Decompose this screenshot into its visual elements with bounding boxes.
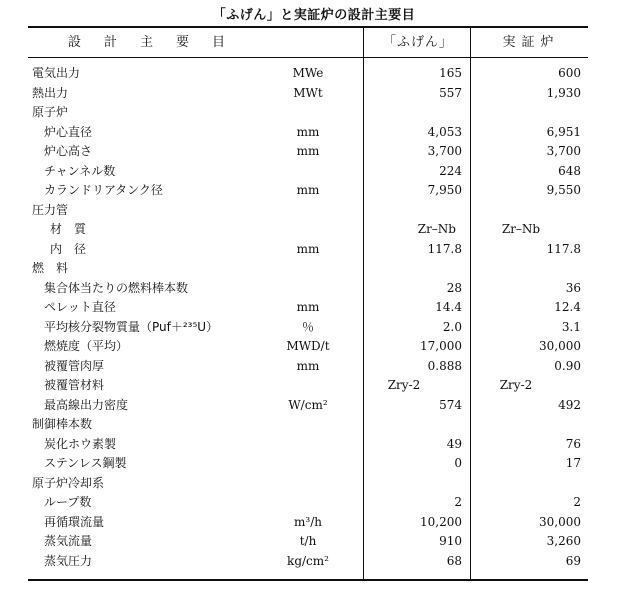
row-value-jissho: 69 — [565, 553, 581, 568]
table-row — [28, 259, 588, 279]
row-item-label: 集合体当たりの燃料棒本数 — [44, 280, 189, 295]
table-body — [28, 64, 588, 571]
row-value-jissho: 6,951 — [546, 124, 581, 139]
row-value-fugen: 14.4 — [435, 300, 462, 314]
table-row — [28, 84, 588, 104]
row-item-label: 圧力管 — [32, 202, 69, 217]
row-value-jissho: 0.90 — [554, 358, 581, 373]
bottom-rule — [28, 579, 588, 581]
row-item-label: 再循環流量 — [44, 514, 105, 529]
table-row — [28, 279, 588, 299]
row-item-label: ペレット直径 — [44, 300, 116, 314]
row-item-label: 電気出力 — [32, 66, 81, 80]
row-value-jissho: 3,700 — [546, 144, 581, 158]
row-value-jissho: Zr–Nb — [501, 222, 541, 236]
row-value-jissho: 9,550 — [546, 183, 581, 197]
row-value-fugen: 17,000 — [420, 339, 462, 353]
row-value-jissho: 3.1 — [561, 319, 581, 334]
row-item-label: チャンネル数 — [44, 163, 116, 178]
table-row — [28, 318, 588, 338]
row-item-label: ステンレス鋼製 — [44, 456, 127, 470]
header-item: 設計主要目 — [68, 35, 249, 50]
row-value-fugen: 7,950 — [427, 183, 462, 197]
table-row — [28, 454, 588, 474]
row-unit: mm — [296, 300, 320, 314]
row-value-fugen: 68 — [446, 553, 462, 568]
row-item-label: 蒸気圧力 — [44, 553, 93, 568]
row-item-label: 最高線出力密度 — [44, 397, 129, 412]
row-value-fugen: Zry-2 — [387, 378, 421, 392]
row-value-jissho: 36 — [565, 280, 581, 295]
table-row — [28, 64, 588, 84]
row-item-label: 制御棒本数 — [32, 417, 93, 431]
row-item-label: カランドリアタンク径 — [44, 183, 163, 197]
table-row — [28, 376, 588, 396]
row-unit: t/h — [299, 534, 317, 548]
row-value-fugen: 3,700 — [427, 144, 462, 158]
row-unit: kg/cm² — [287, 553, 329, 568]
row-item-label: 炭化ホウ素製 — [44, 436, 117, 451]
row-unit: ％ — [301, 319, 314, 334]
row-item-label: 材 質 — [50, 222, 87, 236]
row-item-label: 平均核分裂物質量（Puf＋²³⁵U） — [44, 319, 219, 334]
table-row — [28, 493, 588, 513]
row-value-jissho: 17 — [565, 456, 581, 470]
table-row — [28, 357, 588, 377]
row-value-jissho: 2 — [573, 495, 581, 509]
row-value-fugen: 0.888 — [427, 358, 462, 373]
row-unit: mm — [296, 358, 320, 373]
row-unit: W/cm² — [288, 397, 328, 412]
row-value-fugen: 165 — [439, 66, 462, 80]
row-value-fugen: 910 — [439, 534, 462, 548]
header-fugen: 「ふげん」 — [382, 35, 453, 50]
header-jissho: 実証炉 — [502, 35, 560, 50]
row-item-label: 被覆管肉厚 — [44, 358, 105, 373]
table-row — [28, 162, 588, 182]
table-row — [28, 474, 588, 494]
row-item-label: 蒸気流量 — [44, 534, 93, 548]
row-value-fugen: 117.8 — [427, 241, 462, 256]
table-row — [28, 298, 588, 318]
row-unit: mm — [296, 241, 320, 256]
row-value-jissho: 30,000 — [539, 339, 581, 353]
table-row — [28, 103, 588, 123]
row-item-label: 被覆管材料 — [44, 378, 105, 392]
row-value-fugen: 4,053 — [427, 124, 462, 139]
row-unit: mm — [296, 183, 320, 197]
row-value-jissho: 648 — [558, 163, 581, 178]
row-unit: MWt — [293, 85, 323, 100]
table-row — [28, 181, 588, 201]
row-value-jissho: 3,260 — [546, 534, 581, 548]
header-rule — [28, 57, 588, 58]
row-item-label: 炉心直径 — [44, 124, 93, 139]
table-row — [28, 396, 588, 416]
top-rule — [28, 26, 588, 28]
row-value-fugen: 557 — [439, 85, 462, 100]
row-item-label: ループ数 — [44, 495, 92, 509]
table-row — [28, 435, 588, 455]
row-value-jissho: 600 — [558, 66, 581, 80]
row-unit: MWD/t — [286, 339, 330, 353]
row-value-jissho: Zry-2 — [499, 378, 533, 392]
table-row — [28, 513, 588, 533]
row-unit: m³/h — [294, 514, 322, 529]
row-value-fugen: 0 — [454, 456, 462, 470]
row-value-fugen: 28 — [446, 280, 462, 295]
row-unit: mm — [296, 124, 320, 139]
table-row — [28, 142, 588, 162]
table-row — [28, 220, 588, 240]
row-value-jissho: 30,000 — [539, 514, 581, 529]
row-item-label: 原子炉冷却系 — [32, 475, 105, 490]
row-value-fugen: 2.0 — [442, 319, 462, 334]
row-value-jissho: 1,930 — [546, 85, 581, 100]
table-row — [28, 201, 588, 221]
row-value-jissho: 117.8 — [546, 241, 581, 256]
spec-table — [28, 26, 588, 581]
table-title: 「ふげん」と実証炉の設計主要目 — [212, 8, 416, 23]
row-value-fugen: 574 — [439, 397, 462, 412]
row-item-label: 炉心高さ — [44, 144, 93, 158]
row-value-fugen: 224 — [439, 163, 462, 178]
row-item-label: 原子炉 — [32, 105, 69, 119]
row-value-fugen: 2 — [454, 495, 462, 509]
row-item-label: 熱出力 — [32, 85, 69, 100]
table-row — [28, 123, 588, 143]
table-row — [28, 337, 588, 357]
row-value-fugen: 10,200 — [420, 514, 462, 529]
row-item-label: 燃 料 — [32, 261, 69, 275]
table-row — [28, 240, 588, 260]
row-value-jissho: 492 — [558, 397, 581, 412]
row-unit: mm — [296, 144, 320, 158]
row-value-jissho: 12.4 — [554, 300, 581, 314]
row-value-jissho: 76 — [565, 436, 581, 451]
row-item-label: 内 径 — [50, 241, 87, 256]
table-row — [28, 415, 588, 435]
row-item-label: 燃焼度（平均） — [44, 339, 129, 353]
table-row — [28, 552, 588, 572]
table-row — [28, 532, 588, 552]
row-value-fugen: Zr–Nb — [417, 222, 456, 236]
row-unit: MWe — [292, 66, 324, 80]
row-value-fugen: 49 — [446, 436, 462, 451]
